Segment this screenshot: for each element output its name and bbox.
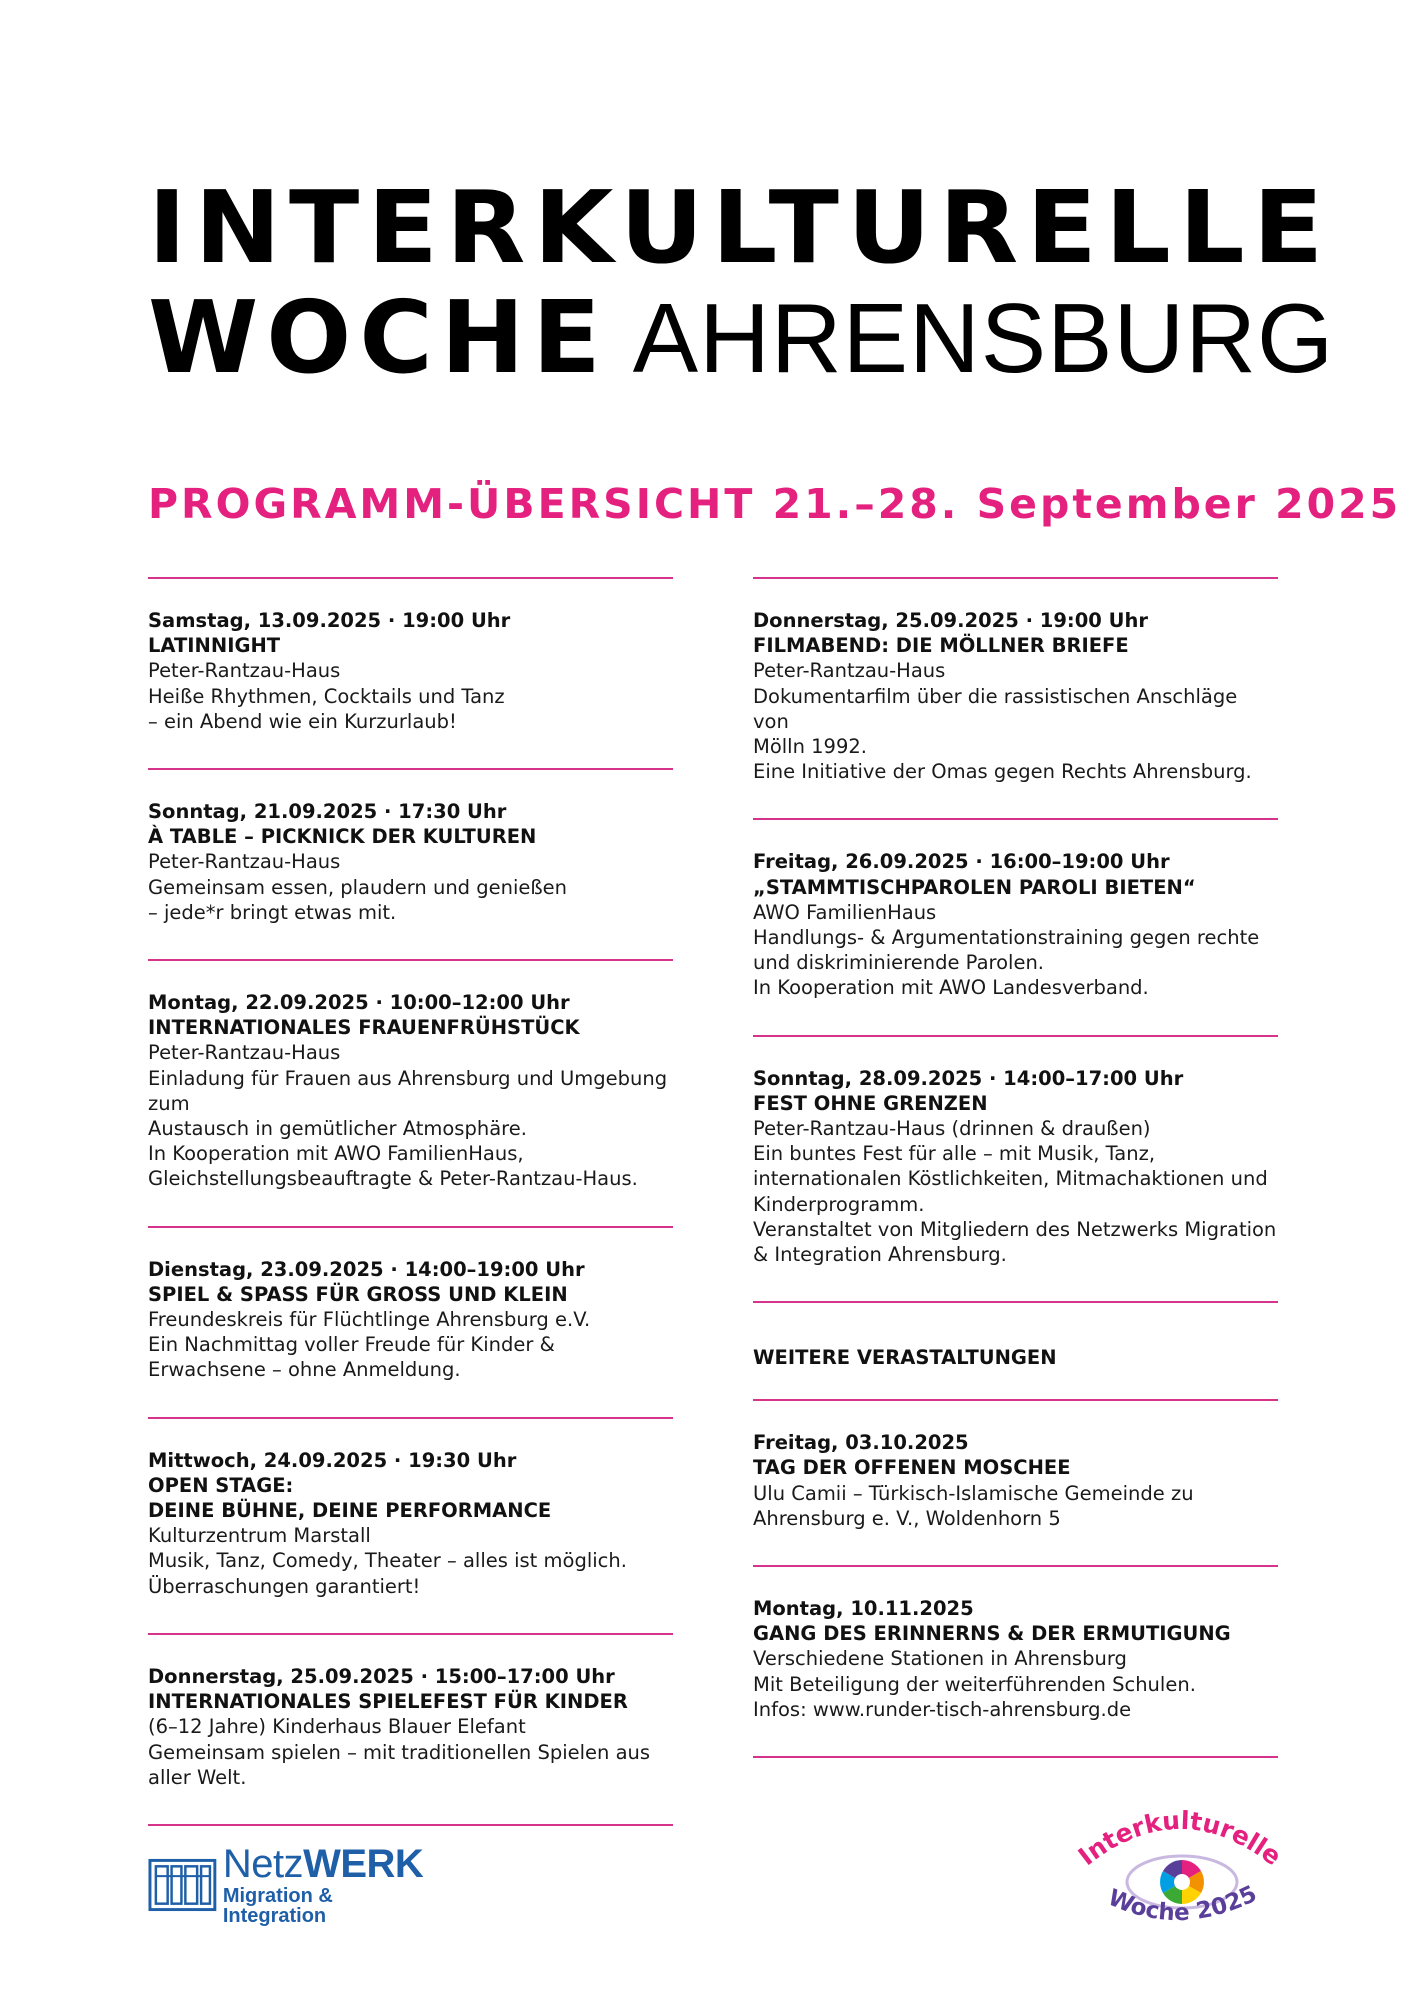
event-entry (753, 579, 1278, 818)
event-detail: Ulu Camii – Türkisch-Islamische Gemeinde zu (753, 1481, 1194, 1505)
event-detail: Peter-Rantzau-Haus (148, 659, 341, 683)
event-detail: Freundeskreis für Flüchtlinge Ahrensburg e.V. (148, 1308, 591, 1332)
event-detail: Heiße Rhythmen, Cocktails und Tanz (148, 684, 505, 708)
event-title: FILMABEND: DIE MÖLLNER BRIEFE (753, 634, 1129, 658)
iris-icon (1160, 1860, 1204, 1904)
event-entry (148, 579, 673, 768)
event-date: Sonntag, 28.09.2025 · 14:00–17:00 Uhr (753, 1066, 1184, 1090)
event-detail: Peter-Rantzau-Haus (148, 1041, 341, 1065)
event-detail: Kulturzentrum Marstall (148, 1524, 371, 1548)
event-entry (148, 770, 673, 959)
left-column (148, 577, 673, 1826)
event-detail: – ein Abend wie ein Kurzurlaub! (148, 709, 457, 733)
event-title: GANG DES ERINNERNS & DER ERMUTIGUNG (753, 1622, 1231, 1646)
event-title: „STAMMTISCHPAROLEN PAROLI BIETEN“ (753, 875, 1196, 899)
event-detail: Infos: www.runder-tisch-ahrensburg.de (753, 1697, 1132, 1721)
event-detail: Veranstaltet von Mitgliedern des Netzwerks Migration (753, 1217, 1277, 1241)
event-detail: internationalen Köstlichkeiten, Mitmachaktionen und (753, 1167, 1268, 1191)
netzwerk-icon (148, 1856, 217, 1914)
event-date: Montag, 22.09.2025 · 10:00–12:00 Uhr (148, 991, 570, 1015)
event-detail: Musik, Tanz, Comedy, Theater – alles ist möglich. (148, 1549, 627, 1573)
event-date: Mittwoch, 24.09.2025 · 19:30 Uhr (148, 1448, 517, 1472)
event-detail: In Kooperation mit AWO FamilienHaus, (148, 1142, 524, 1166)
event-title: INTERNATIONALES SPIELEFEST FÜR KINDER (148, 1690, 628, 1714)
netzwerk-subtitle: Migration & Integration (222, 1885, 333, 1927)
event-date: Sonntag, 21.09.2025 · 17:30 Uhr (148, 800, 507, 824)
event-entry (753, 1401, 1278, 1565)
event-detail: – jede*r bringt etwas mit. (148, 900, 397, 924)
event-detail: aller Welt. (148, 1765, 247, 1789)
event-date: Donnerstag, 25.09.2025 · 19:00 Uhr (753, 609, 1148, 632)
iw-logo-line1: Interkulturelle (1072, 1805, 1287, 1872)
event-detail: Gemeinsam spielen – mit traditionellen Spielen aus (148, 1740, 651, 1764)
event-detail: Kinderprogramm. (753, 1192, 925, 1216)
netzwerk-werk: WERK (303, 1842, 424, 1886)
event-title: DEINE BÜHNE, DEINE PERFORMANCE (148, 1499, 552, 1523)
event-detail: Eine Initiative der Omas gegen Rechts Ahrensburg. (753, 760, 1252, 784)
event-title: SPIEL & SPASS FÜR GROSS UND KLEIN (148, 1282, 568, 1306)
event-entry (753, 1567, 1278, 1756)
event-detail: AWO FamilienHaus (753, 900, 937, 924)
netzwerk-logo (148, 1842, 438, 1927)
event-date: Montag, 10.11.2025 (753, 1597, 974, 1621)
event-detail: Ahrensburg e. V., Woldenhorn 5 (753, 1506, 1061, 1530)
divider-line (148, 1824, 673, 1826)
event-detail: Erwachsene – ohne Anmeldung. (148, 1358, 461, 1382)
title-ahrensburg: AHRENSBURG (632, 283, 1335, 393)
event-detail: Ein buntes Fest für alle – mit Musik, Tanz, (753, 1142, 1156, 1166)
event-title: FEST OHNE GRENZEN (753, 1091, 988, 1115)
event-date: Freitag, 03.10.2025 (753, 1431, 969, 1455)
event-entry (148, 1419, 673, 1633)
event-detail: (6–12 Jahre) Kinderhaus Blauer Elefant (148, 1715, 526, 1739)
netzwerk-netz: Netz (222, 1842, 304, 1886)
event-detail: Austausch in gemütlicher Atmosphäre. (148, 1117, 527, 1141)
event-title: INTERNATIONALES FRAUENFRÜHSTÜCK (148, 1016, 580, 1040)
event-entry (753, 1037, 1278, 1302)
event-entry (148, 961, 673, 1226)
iw-logo-line2: Woche 2025 (1104, 1880, 1261, 1927)
event-detail: Peter-Rantzau-Haus (drinnen & draußen) (753, 1117, 1151, 1141)
event-detail: Gleichstellungsbeauftragte & Peter-Rantzau-Haus. (148, 1167, 638, 1191)
title-line1: INTERKULTURELLE (148, 169, 1332, 286)
event-entry (148, 1635, 673, 1824)
event-date: Samstag, 13.09.2025 · 19:00 Uhr (148, 609, 511, 632)
event-date: Donnerstag, 25.09.2025 · 15:00–17:00 Uhr (148, 1664, 615, 1688)
event-title: TAG DER OFFENEN MOSCHEE (753, 1456, 1071, 1480)
event-detail: Mölln 1992. (753, 735, 867, 759)
event-detail: Verschiedene Stationen in Ahrensburg (753, 1647, 1127, 1671)
event-detail: Ein Nachmittag voller Freude für Kinder & (148, 1333, 555, 1357)
event-entry (753, 820, 1278, 1034)
event-detail: und diskriminierende Parolen. (753, 951, 1045, 975)
divider-line (753, 1756, 1278, 1758)
event-detail: In Kooperation mit AWO Landesverband. (753, 976, 1149, 1000)
event-detail: Einladung für Frauen aus Ahrensburg und Umgebung zum (148, 1066, 668, 1115)
event-detail: Gemeinsam essen, plaudern und genießen (148, 875, 568, 899)
event-title: OPEN STAGE: (148, 1473, 294, 1497)
event-detail: Mit Beteiligung der weiterführenden Schulen. (753, 1672, 1196, 1696)
event-detail: & Integration Ahrensburg. (753, 1243, 1007, 1267)
right-column (753, 577, 1278, 1758)
event-detail: Dokumentarfilm über die rassistischen Anschläge von (753, 684, 1238, 733)
further-events-heading: WEITERE VERASTALTUNGEN (753, 1346, 1057, 1370)
title-line2 (148, 279, 1335, 396)
event-date: Dienstag, 23.09.2025 · 14:00–19:00 Uhr (148, 1257, 585, 1281)
event-entry (148, 1228, 673, 1417)
event-detail: Überraschungen garantiert! (148, 1574, 421, 1598)
event-title: À TABLE – PICKNICK DER KULTUREN (148, 825, 537, 849)
interkulturelle-woche-logo (1070, 1790, 1290, 1930)
event-detail: Handlungs- & Argumentationstraining gegen rechte (753, 926, 1260, 950)
event-detail: Peter-Rantzau-Haus (148, 850, 341, 874)
title-woche: WOCHE (148, 279, 609, 396)
event-detail: Peter-Rantzau-Haus (753, 659, 946, 683)
event-date: Freitag, 26.09.2025 · 16:00–19:00 Uhr (753, 850, 1170, 874)
program-subtitle: PROGRAMM-ÜBERSICHT 21.–28. September 2025 (148, 480, 1402, 528)
event-title: LATINNIGHT (148, 634, 281, 658)
